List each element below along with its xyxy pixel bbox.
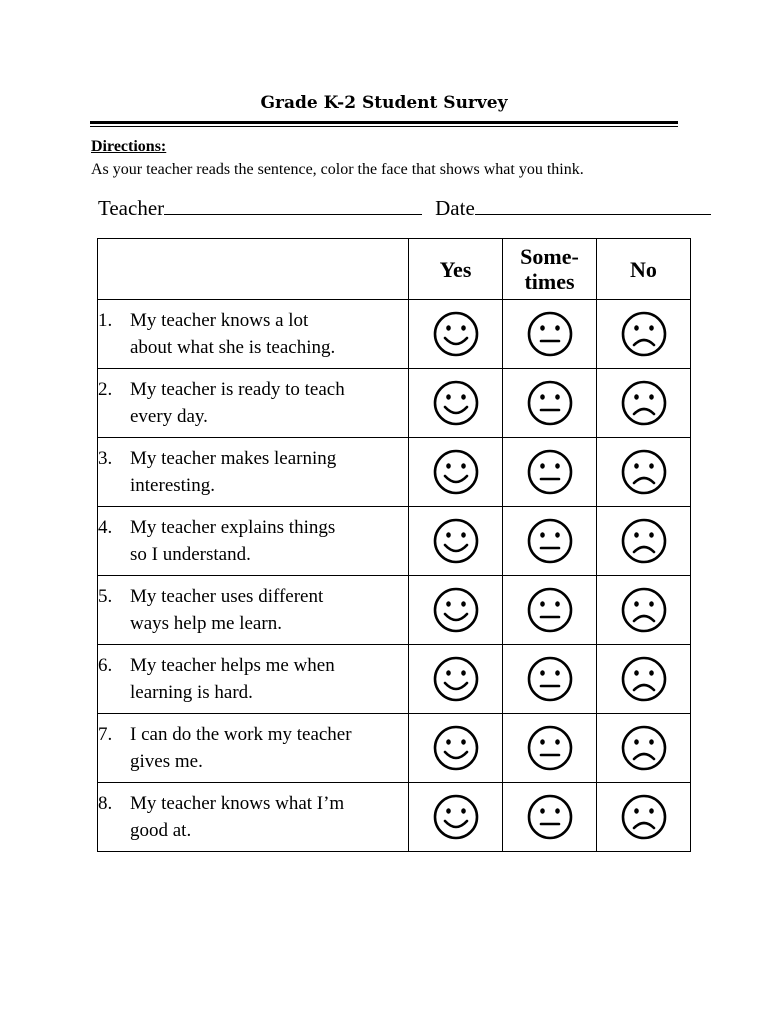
sometimes-cell [503,507,597,576]
question-text [130,790,408,844]
question-cell [98,645,409,714]
yes-cell [409,369,503,438]
question-cell [98,438,409,507]
sometimes-cell [503,438,597,507]
neutral-face-icon[interactable] [526,793,574,841]
smiley-face-icon[interactable] [432,310,480,358]
survey-row [98,645,691,714]
smiley-face-icon[interactable] [432,724,480,772]
survey-row [98,369,691,438]
survey-row [98,438,691,507]
question-cell [98,369,409,438]
no-cell [597,645,691,714]
survey-row [98,714,691,783]
question-text-line1: My teacher uses different [130,586,324,607]
header-sometimes-line1: Some- [520,244,579,269]
question-number: 6. [98,655,113,676]
sometimes-cell [503,783,597,852]
teacher-field[interactable] [164,194,422,215]
question-text-line2: gives me. [130,751,203,772]
question-text-line2: ways help me learn. [130,613,282,634]
smiley-face-icon[interactable] [432,448,480,496]
neutral-face-icon[interactable] [526,586,574,634]
yes-cell [409,438,503,507]
question-text [130,583,408,637]
question-number: 2. [98,379,113,400]
question-text-line1: I can do the work my teacher [130,724,352,745]
title-divider-thick [90,121,678,124]
smiley-face-icon[interactable] [432,793,480,841]
date-field[interactable] [475,194,711,215]
question-text [130,445,408,499]
question-cell [98,300,409,369]
survey-row [98,783,691,852]
question-number: 1. [98,310,113,331]
frown-face-icon[interactable] [620,310,668,358]
yes-cell [409,300,503,369]
sometimes-cell [503,714,597,783]
no-cell [597,576,691,645]
teacher-label: Teacher [98,196,165,220]
smiley-face-icon[interactable] [432,586,480,634]
question-text-line2: every day. [130,406,208,427]
survey-row [98,576,691,645]
question-text [130,514,408,568]
neutral-face-icon[interactable] [526,310,574,358]
question-cell [98,714,409,783]
yes-cell [409,645,503,714]
neutral-face-icon[interactable] [526,655,574,703]
question-text-line1: My teacher helps me when [130,655,335,676]
yes-cell [409,783,503,852]
question-text-line2: good at. [130,820,192,841]
question-number: 7. [98,724,113,745]
sometimes-cell [503,645,597,714]
frown-face-icon[interactable] [620,517,668,565]
smiley-face-icon[interactable] [432,379,480,427]
sometimes-cell [503,576,597,645]
yes-cell [409,576,503,645]
no-cell [597,507,691,576]
yes-cell [409,507,503,576]
page-title: Grade K-2 Student Survey [260,93,508,113]
header-no: No [597,239,691,300]
frown-face-icon[interactable] [620,586,668,634]
question-cell [98,507,409,576]
smiley-face-icon[interactable] [432,517,480,565]
question-text-line1: My teacher is ready to teach [130,379,345,400]
no-cell [597,714,691,783]
survey-table [97,238,691,852]
header-yes: Yes [409,239,503,300]
question-text-line2: about what she is teaching. [130,337,336,358]
header-blank [98,239,409,300]
directions-text: As your teacher reads the sentence, color the face that shows what you think. [91,161,584,178]
directions-label: Directions: [91,138,167,155]
smiley-face-icon[interactable] [432,655,480,703]
frown-face-icon[interactable] [620,379,668,427]
neutral-face-icon[interactable] [526,379,574,427]
question-text-line1: My teacher knows a lot [130,310,309,331]
question-number: 8. [98,793,113,814]
question-cell [98,576,409,645]
question-text [130,307,408,361]
no-cell [597,300,691,369]
question-text-line2: so I understand. [130,544,251,565]
frown-face-icon[interactable] [620,793,668,841]
header-sometimes [503,239,597,300]
yes-cell [409,714,503,783]
question-text-line1: My teacher knows what I’m [130,793,345,814]
no-cell [597,783,691,852]
frown-face-icon[interactable] [620,724,668,772]
question-number: 5. [98,586,113,607]
question-text-line2: learning is hard. [130,682,253,703]
question-text-line2: interesting. [130,475,215,496]
neutral-face-icon[interactable] [526,517,574,565]
question-text [130,721,408,775]
question-text-line1: My teacher explains things [130,517,336,538]
info-fields [98,194,711,221]
survey-row [98,507,691,576]
sometimes-cell [503,369,597,438]
neutral-face-icon[interactable] [526,448,574,496]
question-cell [98,783,409,852]
title-divider-thin [90,126,678,127]
frown-face-icon[interactable] [620,655,668,703]
sometimes-cell [503,300,597,369]
date-label: Date [435,196,475,220]
no-cell [597,438,691,507]
question-number: 3. [98,448,113,469]
question-number: 4. [98,517,113,538]
survey-row [98,300,691,369]
frown-face-icon[interactable] [620,448,668,496]
question-text [130,652,408,706]
header-sometimes-line2: times [524,269,575,294]
question-text-line1: My teacher makes learning [130,448,337,469]
neutral-face-icon[interactable] [526,724,574,772]
no-cell [597,369,691,438]
header-row [98,239,691,300]
question-text [130,376,408,430]
